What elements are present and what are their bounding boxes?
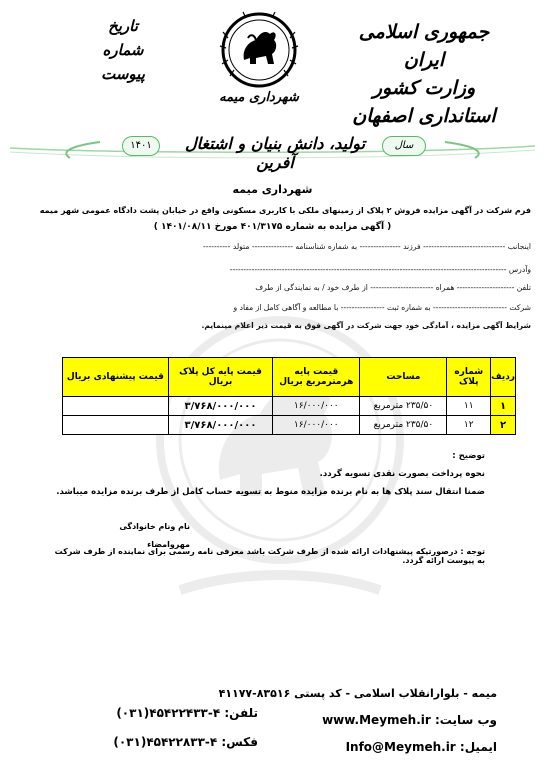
email-link[interactable]: Info@Meymeh.ir	[345, 740, 456, 754]
unit-price-value: ۱۶/۰۰۰/۰۰۰	[273, 397, 360, 416]
total-price-value: ۳/۷۶۸/۰۰۰/۰۰۰	[168, 397, 272, 416]
signature-seal-label: مهروامضاء	[147, 540, 190, 549]
col-offer: قیمت پیشنهادی بریال	[63, 358, 169, 397]
attention-text: درصورتیکه پیشنهادات ارائه شده از طرف شرکت باشد معرفی نامه رسمی برای نماینده از طرف شرکت به پیوست ارائه گردد.	[54, 547, 485, 565]
footer-address: میمه - بلوارانقلاب اسلامی - کد پستی ۸۳۵۱۶-۴۱۱۷۷	[218, 687, 497, 700]
organization-title: شهرداری میمه	[232, 183, 313, 196]
plaque-number: ۱۱	[447, 397, 491, 416]
footer-phone: تلفن: ۴-۴۵۴۲۲۴۳۳(۰۳۱)	[116, 706, 258, 720]
auction-table	[62, 357, 516, 435]
footer-email	[267, 740, 497, 754]
table-row	[63, 416, 516, 435]
website-link[interactable]: www.Meymeh.ir	[322, 713, 431, 727]
form-line-company: شرکت --------------------------- به شماره ثبت ---------------- با مطالعه و آگاهی کامل از مفاد و	[233, 303, 531, 312]
year-label-badge: سال	[382, 136, 426, 156]
footer-website	[267, 713, 497, 727]
signature-name-label: نام ونام خانوادگی	[119, 522, 190, 531]
logo-caption: شهرداری میمه	[219, 90, 299, 105]
footer-fax: فکس: ۴-۴۵۴۲۲۸۳۳(۰۳۱)	[113, 735, 258, 749]
letter-meta	[88, 14, 158, 86]
government-header	[339, 18, 509, 130]
number-label: شماره	[102, 41, 144, 59]
col-plaque: شماره پلاک	[447, 358, 491, 397]
col-total-price: قیمت پایه کل پلاک بریال	[168, 358, 272, 397]
plaque-number: ۱۲	[447, 416, 491, 435]
offer-cell	[63, 416, 169, 435]
col-area: مساحت	[360, 358, 447, 397]
table-header-row	[63, 358, 516, 397]
col-unit-price: قیمت پایه هرمترمربع بریال	[273, 358, 360, 397]
gov-line: استانداری اصفهان	[352, 105, 496, 127]
table-row	[63, 397, 516, 416]
attention-note	[45, 547, 485, 565]
form-intro: فرم شرکت در آگهی مزایده فروش ۲ پلاک از زمینهای ملکی با کاربری مسکونی واقع در خیابان پشت دادگاه عمومی شهر میمه	[39, 206, 531, 215]
auction-reference: ( آگهی مزایده به شماره ۴۰۱/۳۱۷۵ مورخ ۱۴۰۱/۰۸/۱۱ )	[153, 222, 392, 232]
form-line-terms: شرایط آگهی مزایده ، آمادگی خود جهت شرکت در آگهی فوق به قیمت ذیر اعلام مینمایم.	[201, 321, 531, 330]
area-value: ۲۳۵/۵۰ مترمربع	[360, 416, 447, 435]
notes-title: توضیح :	[452, 451, 485, 461]
attachment-label: پیوست	[101, 65, 145, 83]
year-badge: ۱۴۰۱	[122, 136, 160, 156]
slogan-text: تولید، دانش بنیان و اشتغال آفرین	[184, 134, 366, 172]
area-value: ۲۳۵/۵۰ مترمربع	[360, 397, 447, 416]
notes-section	[55, 447, 485, 501]
website-label: وب سایت:	[434, 713, 497, 727]
form-line-address: وآدرس -----------------------------------------------------------------------------------------------------	[229, 265, 531, 274]
note-line: ضمنا انتقال سند پلاک ها به نام برنده مزایده منوط به تسویه حساب کامل از طرف برنده مزایده میباشد.	[56, 487, 485, 497]
col-row: ردیف	[491, 358, 516, 397]
gov-line: وزارت کشور	[372, 77, 476, 99]
date-label: تاریخ	[108, 17, 138, 35]
row-number: ۱	[491, 397, 516, 416]
row-number: ۲	[491, 416, 516, 435]
attention-label: توجه :	[460, 547, 485, 556]
form-line-name: اینجانب ------------------------------ فرزند --------------- به شماره شناسنامه --------------- متولد ----------	[203, 242, 531, 251]
total-price-value: ۳/۷۶۸/۰۰۰/۰۰۰	[168, 416, 272, 435]
unit-price-value: ۱۶/۰۰۰/۰۰۰	[273, 416, 360, 435]
note-line: نحوه پرداخت بصورت نقدی تسویه گردد.	[319, 469, 485, 479]
offer-cell	[63, 397, 169, 416]
form-line-phone: تلفن --------------------- همراه ----------------------- از طرف خود / به نمایندگی از طرف	[255, 283, 531, 292]
email-label: ایمیل:	[459, 740, 497, 754]
gov-line: جمهوری اسلامی ایران	[358, 21, 490, 71]
